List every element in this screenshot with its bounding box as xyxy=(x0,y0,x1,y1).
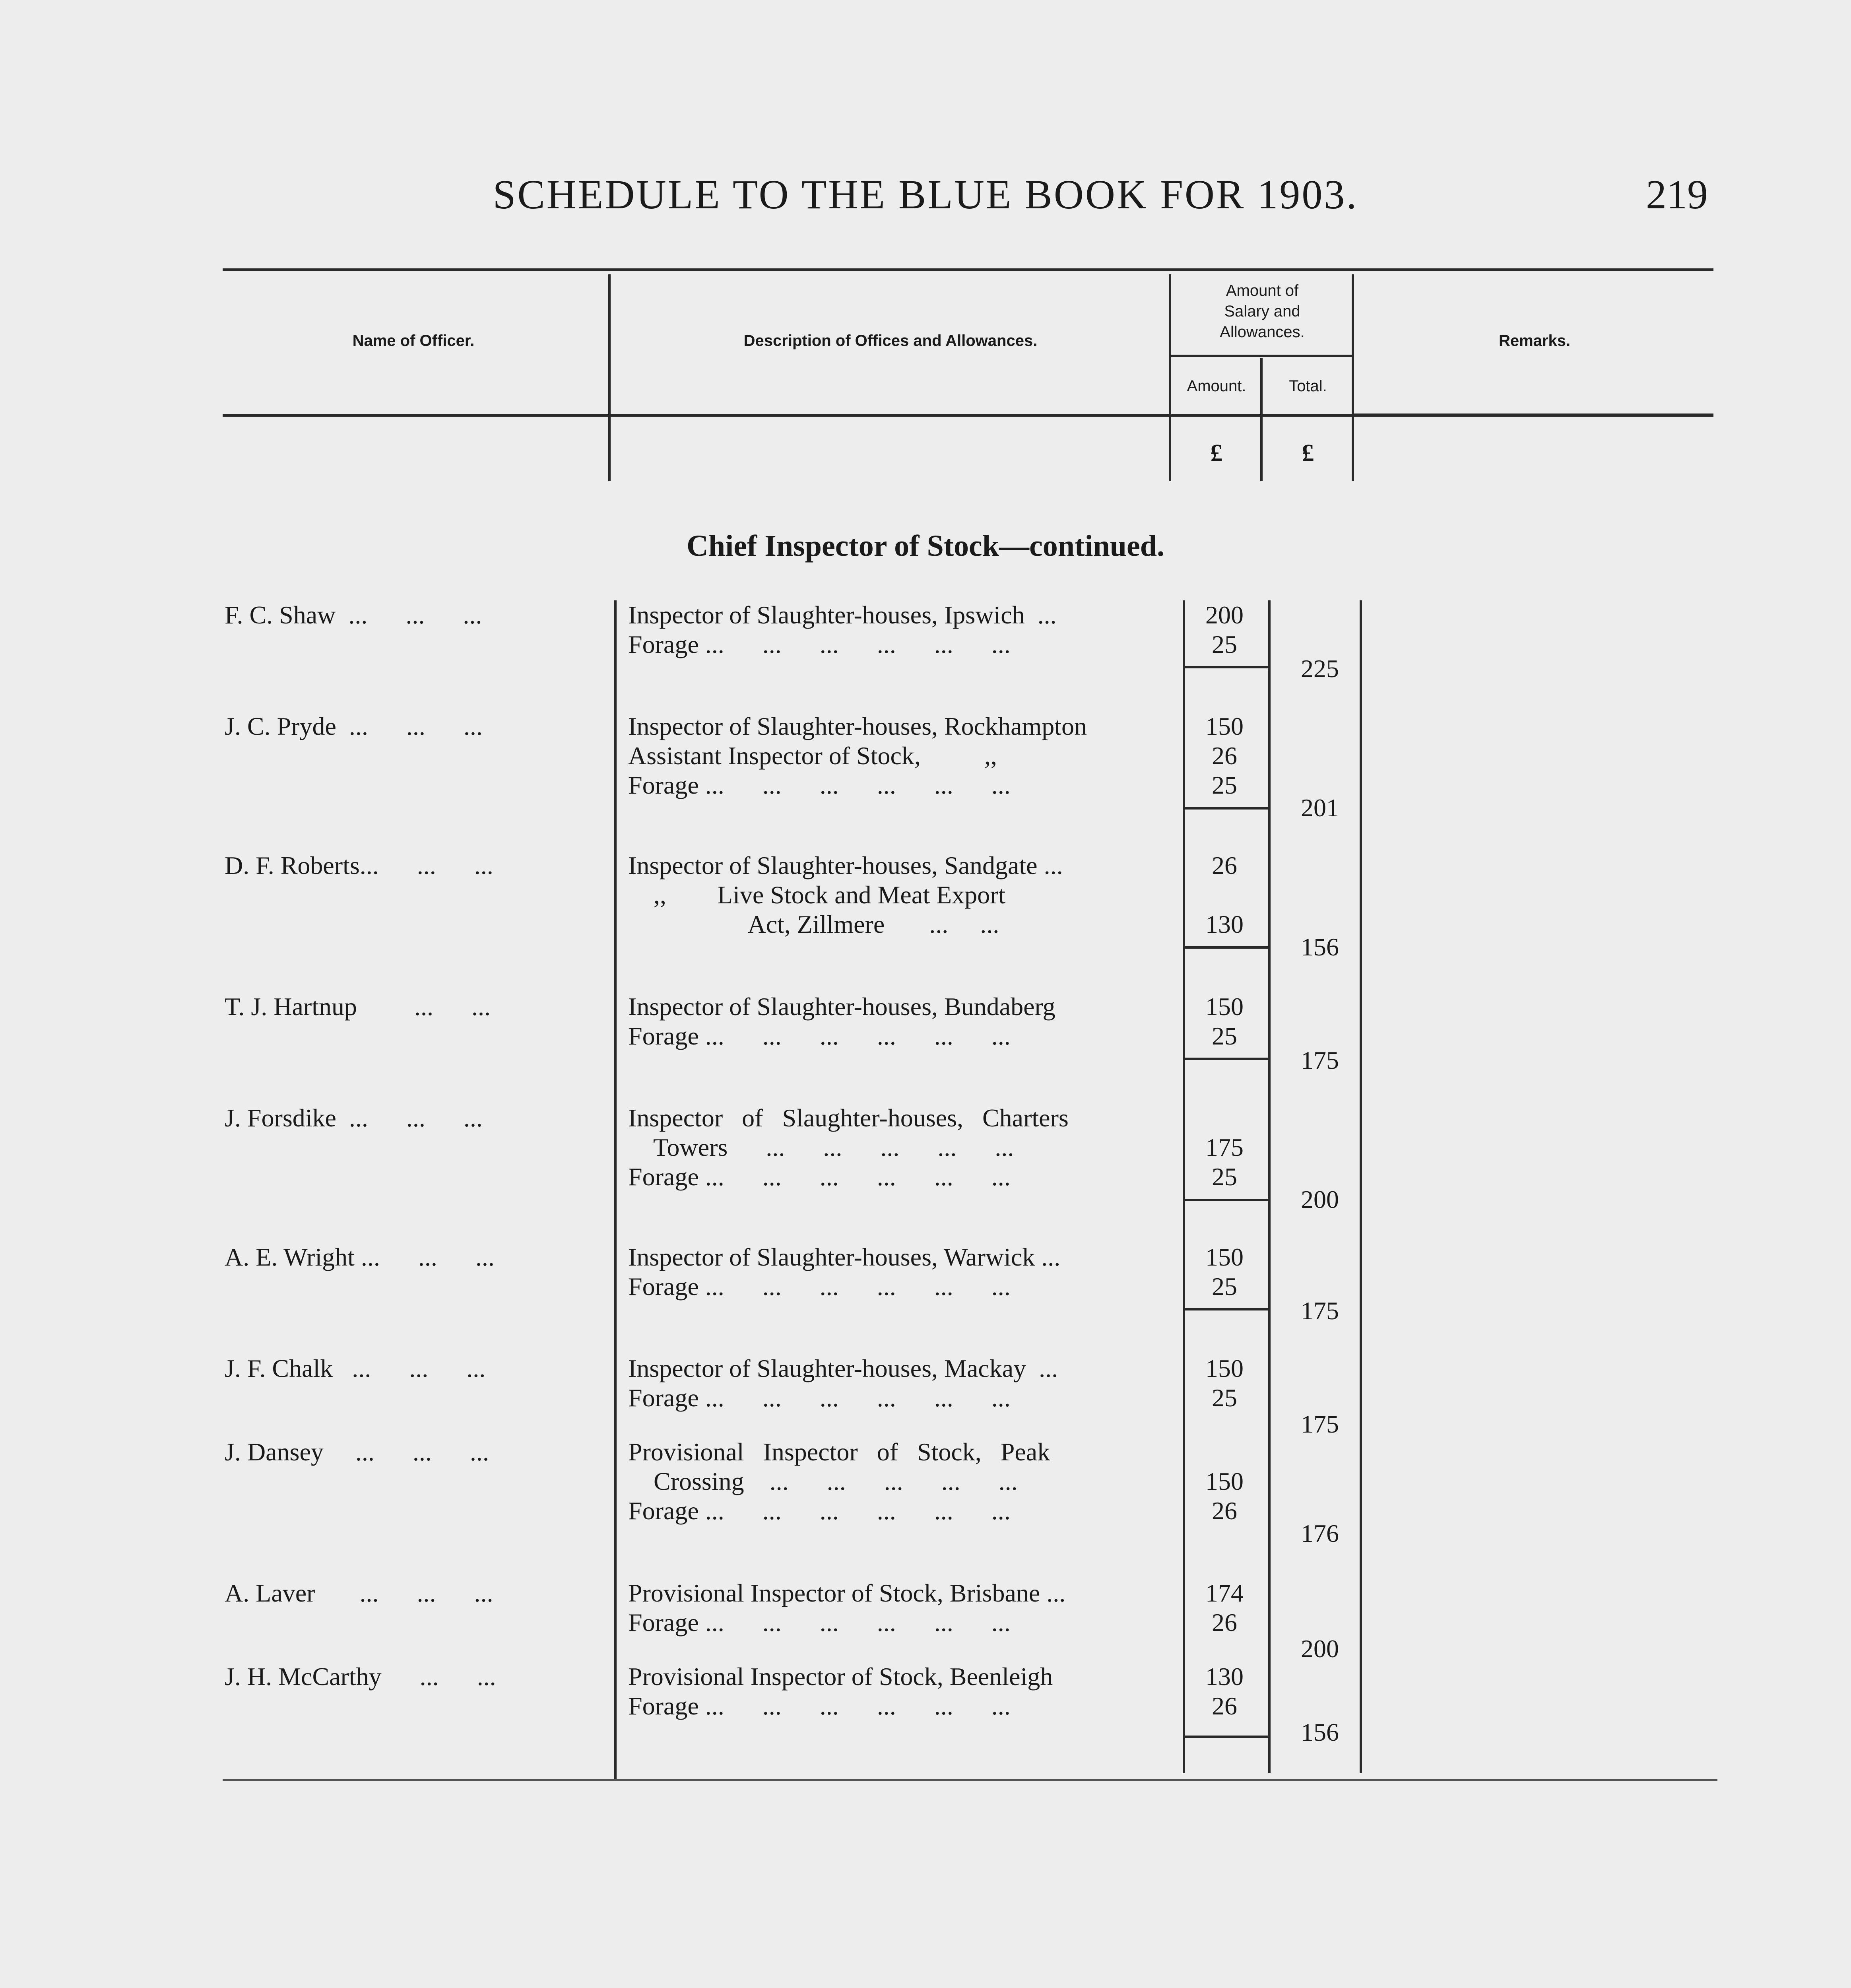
divider-total-remarks xyxy=(1352,274,1354,481)
amount-values xyxy=(1185,1103,1264,1192)
sum-rule xyxy=(1185,807,1268,810)
body-divider-name-desc xyxy=(614,600,617,1781)
description-line: Forage ... ... ... ... ... ... xyxy=(628,630,1011,658)
amount-group-line-2: Salary and xyxy=(1224,303,1300,320)
description-line: Provisional Inspector of Stock, Peak xyxy=(628,1438,1050,1466)
amount-value xyxy=(1185,1437,1264,1467)
amount-value: 200 xyxy=(1205,601,1244,629)
total-value: 175 xyxy=(1301,1297,1339,1325)
description-line: Forage ... ... ... ... ... ... xyxy=(628,1497,1011,1525)
officer-name: J. Dansey ... ... ... xyxy=(225,1438,489,1466)
divider-name-desc xyxy=(608,274,611,481)
amount-value: 175 xyxy=(1205,1133,1244,1161)
description-line: Inspector of Slaughter-houses, Mackay ... xyxy=(628,1354,1058,1382)
description-line: Forage ... ... ... ... ... ... xyxy=(628,771,1011,799)
description-line: Assistant Inspector of Stock, ,, xyxy=(628,742,997,770)
officer-name: T. J. Hartnup ... ... xyxy=(225,992,491,1021)
amount-values xyxy=(1185,1437,1264,1526)
officer-name: J. C. Pryde ... ... ... xyxy=(225,712,483,740)
col-amount-group-header xyxy=(1173,280,1352,342)
amount-value: 26 xyxy=(1212,1497,1237,1525)
officer-name: D. F. Roberts... ... ... xyxy=(225,851,493,879)
amount-value: 150 xyxy=(1205,1243,1244,1271)
officer-name: J. Forsdike ... ... ... xyxy=(225,1104,483,1132)
office-description xyxy=(628,992,1181,1051)
amount-value: 26 xyxy=(1212,1608,1237,1637)
officer-name: J. F. Chalk ... ... ... xyxy=(225,1354,486,1382)
col-remarks-header: Remarks. xyxy=(1498,332,1571,349)
amount-value: 150 xyxy=(1205,1467,1244,1495)
sum-rule xyxy=(1185,666,1268,668)
office-description xyxy=(628,1354,1181,1413)
description-line: Inspector of Slaughter-houses, Sandgate ... xyxy=(628,851,1063,879)
description-line: Forage ... ... ... ... ... ... xyxy=(628,1608,1011,1637)
amount-group-line-3: Allowances. xyxy=(1220,323,1305,341)
amount-group-rule xyxy=(1169,355,1352,357)
total-value: 175 xyxy=(1301,1046,1339,1074)
office-description xyxy=(628,1242,1181,1301)
col-total-header: Total. xyxy=(1289,377,1327,395)
total-value: 200 xyxy=(1301,1635,1339,1663)
col-name-header: Name of Officer. xyxy=(352,332,475,349)
total-value: 176 xyxy=(1301,1519,1339,1547)
col-amount-header: Amount. xyxy=(1187,377,1246,395)
amount-values xyxy=(1185,1578,1264,1637)
sum-rule xyxy=(1185,1058,1268,1060)
officer-name: J. H. McCarthy ... ... xyxy=(225,1662,496,1691)
description-line: Provisional Inspector of Stock, Brisbane ... xyxy=(628,1579,1066,1607)
amount-value: 150 xyxy=(1205,1354,1244,1382)
body-divider-amount-total xyxy=(1268,600,1271,1773)
amount-value: 26 xyxy=(1212,851,1237,879)
amount-value: 150 xyxy=(1205,992,1244,1021)
total-value: 225 xyxy=(1301,654,1339,683)
amount-value: 25 xyxy=(1212,771,1237,799)
amount-values xyxy=(1185,1354,1264,1413)
section-title: Chief Inspector of Stock—continued. xyxy=(687,529,1164,563)
officer-name: A. E. Wright ... ... ... xyxy=(225,1243,495,1271)
remarks-rule xyxy=(1352,414,1713,416)
amount-value: 130 xyxy=(1205,910,1244,938)
office-description xyxy=(628,712,1181,800)
total-currency: £ xyxy=(1302,440,1314,467)
amount-value: 25 xyxy=(1212,1163,1237,1191)
description-line: Provisional Inspector of Stock, Beenleigh xyxy=(628,1662,1053,1691)
sum-rule xyxy=(1185,946,1268,949)
col-description-header: Description of Offices and Allowances. xyxy=(743,332,1038,349)
total-value: 156 xyxy=(1301,1718,1339,1746)
amount-value: 26 xyxy=(1212,1692,1237,1720)
officer-name: F. C. Shaw ... ... ... xyxy=(225,601,482,629)
office-description xyxy=(628,1662,1181,1721)
description-line: Towers ... ... ... ... ... xyxy=(628,1133,1014,1161)
description-line: Inspector of Slaughter-houses, Warwick ... xyxy=(628,1243,1061,1271)
amount-value: 25 xyxy=(1212,630,1237,658)
divider-amount-total xyxy=(1260,358,1263,481)
description-line: Forage ... ... ... ... ... ... xyxy=(628,1163,1011,1191)
amount-value xyxy=(1185,1103,1264,1133)
description-line: Forage ... ... ... ... ... ... xyxy=(628,1692,1011,1720)
description-line: Forage ... ... ... ... ... ... xyxy=(628,1272,1011,1301)
description-line: Crossing ... ... ... ... ... xyxy=(628,1467,1018,1495)
amount-values xyxy=(1185,851,1264,939)
amount-values xyxy=(1185,712,1264,800)
description-line: Inspector of Slaughter-houses, Rockhampton xyxy=(628,712,1087,740)
office-description xyxy=(628,1437,1181,1526)
description-line: Inspector of Slaughter-houses, Ipswich ... xyxy=(628,601,1057,629)
divider-desc-amount xyxy=(1169,274,1171,481)
amount-value xyxy=(1185,880,1264,910)
total-value: 201 xyxy=(1301,794,1339,822)
total-value: 200 xyxy=(1301,1185,1339,1213)
office-description xyxy=(628,600,1181,659)
office-description xyxy=(628,1103,1181,1192)
sum-rule xyxy=(1185,1308,1268,1310)
sum-rule xyxy=(1185,1736,1268,1738)
description-line: Inspector of Slaughter-houses, Bundaberg xyxy=(628,992,1055,1021)
description-line: Forage ... ... ... ... ... ... xyxy=(628,1022,1011,1050)
amount-values xyxy=(1185,1242,1264,1301)
amount-value: 25 xyxy=(1212,1384,1237,1412)
amount-value: 25 xyxy=(1212,1272,1237,1301)
total-value: 175 xyxy=(1301,1410,1339,1438)
amount-values xyxy=(1185,992,1264,1051)
amount-value: 130 xyxy=(1205,1662,1244,1691)
amount-value: 26 xyxy=(1212,742,1237,770)
office-description xyxy=(628,1578,1181,1637)
amount-currency: £ xyxy=(1210,440,1223,467)
header-top-rule xyxy=(223,268,1713,271)
amount-group-line-1: Amount of xyxy=(1226,282,1299,299)
description-line: ,, Live Stock and Meat Export xyxy=(628,881,1006,909)
amount-values xyxy=(1185,600,1264,659)
amount-value: 150 xyxy=(1205,712,1244,740)
description-line: Inspector of Slaughter-houses, Charters xyxy=(628,1104,1069,1132)
description-line: Forage ... ... ... ... ... ... xyxy=(628,1384,1011,1412)
description-line: Act, Zillmere ... ... xyxy=(628,910,999,938)
page-number: 219 xyxy=(1646,172,1708,217)
officer-name: A. Laver ... ... ... xyxy=(225,1579,493,1607)
amount-value: 174 xyxy=(1205,1579,1244,1607)
amount-value: 25 xyxy=(1212,1022,1237,1050)
office-description xyxy=(628,851,1181,939)
table-bottom-rule xyxy=(223,1779,1717,1781)
amount-values xyxy=(1185,1662,1264,1721)
sum-rule xyxy=(1185,1199,1268,1201)
page-title: SCHEDULE TO THE BLUE BOOK FOR 1903. xyxy=(493,172,1358,217)
total-value: 156 xyxy=(1301,933,1339,961)
